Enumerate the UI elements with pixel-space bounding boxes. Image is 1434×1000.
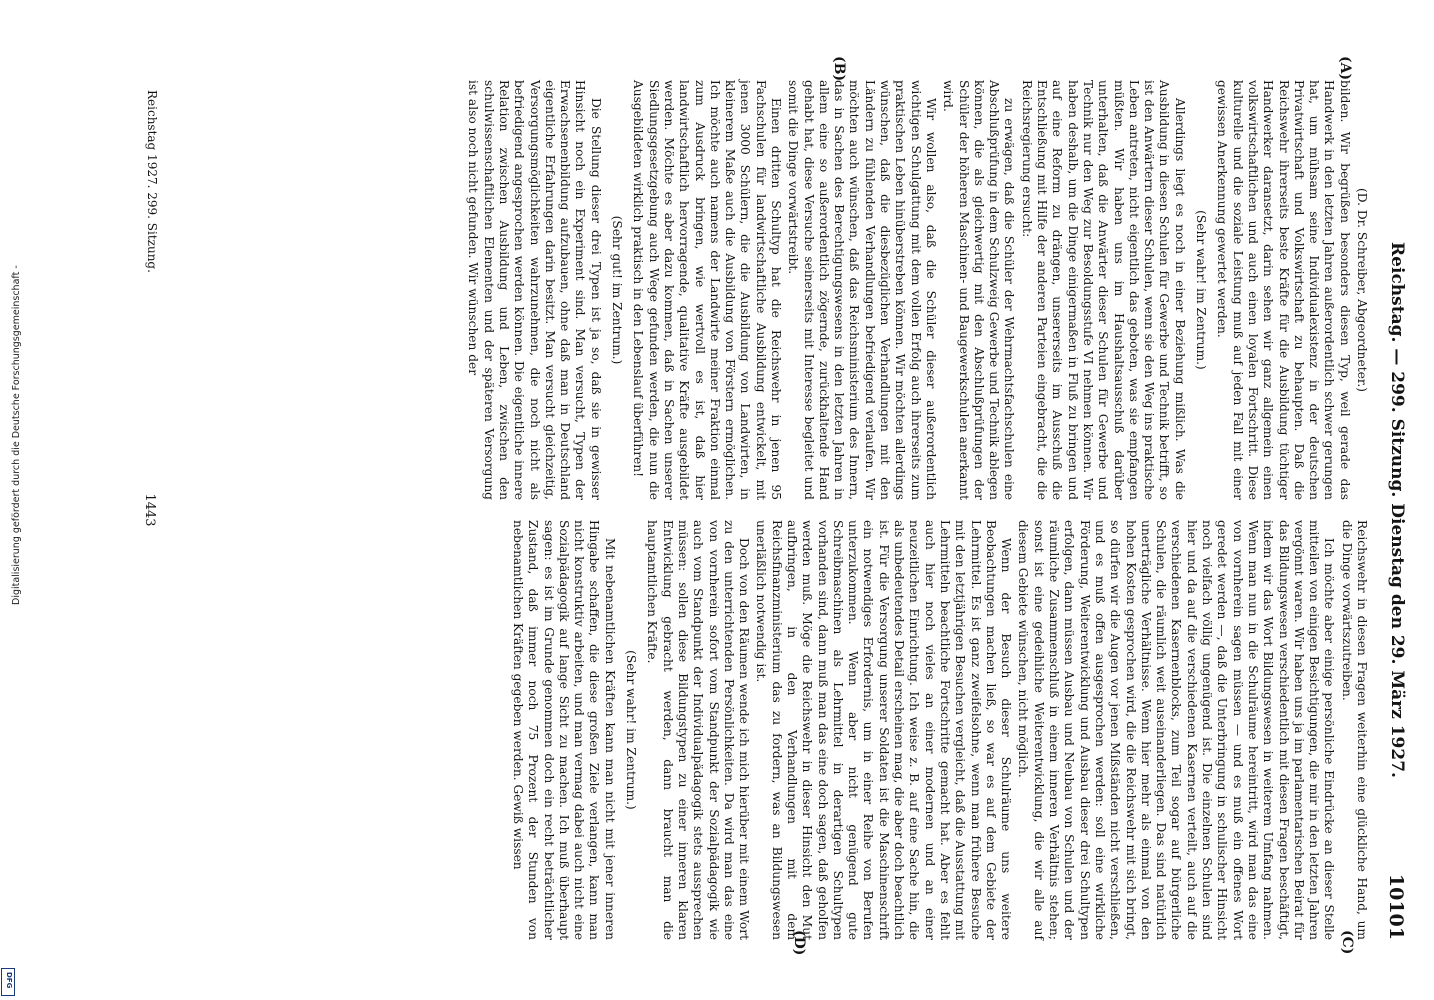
paragraph: Doch von den Räumen wende ich mich hierüber mit einem Wort zu den unterrichtenden Persönlichkeiten. Da wird man das eine von vornherein sofort vom Standpunkt der Sozialpädagogik wie auch vom Standpunkt der Individualpädagogik stets aussprechen müssen: sollen diese Bildungstypen zu einer inneren klaren Entwicklung gebracht werden, dann braucht man die hauptamtlichen Kräfte.: [645, 520, 752, 940]
paragraph: Die Stellung dieser drei Typen ist ja so, daß sie in gewisser Hinsicht noch ein Experiment sind. Man versucht, Typen der Erwachsenenbildung aufzubauen, ohne daß man in Deutschland eigentliche Erfahrungen darin besitzt. Man versucht gleichzeitig, Versorgungsmöglichkeiten wahrzunehmen, die noch nicht als befriedigend angesprochen werden können. Die eigentliche innere Relation zwischen Ausbildung und Leben, zwischen den schulwissenschaftlichen Elementen und der späteren Versorgung ist also noch nicht gefunden. Wir wünschen der: [466, 80, 603, 500]
paragraph: bilden. Wir begrüßen besonders diesen Typ, weil gerade das Handwerk in den letzten Jahren außerordentlich schwer gerungen hat, um mühsam seine Individualexistenz in der deutschen Privatwirtschaft und Volkswirtschaft zu behaupten. Daß die Reichswehr ihrerseits beste Kräfte für die Ausbildung tüchtiger Handwerker daransetzt, darin sehen wir ganz allgemein einen volkswirtschaftlichen und auch einen loyalen Fortschritt. Diese kulturelle und die soziale Leistung muß auf jeden Fall mit einer gewissen Anerkennung gewertet werden.: [1215, 80, 1352, 500]
margin-mark-a: (A): [1337, 56, 1353, 81]
right-column: [508, 520, 1369, 940]
footer-session-note: Reichstag 1927. 299. Sitzung.: [145, 90, 159, 273]
paragraph: Reichswehr in diesen Fragen weiterhin eine glückliche Hand, um die Dinge vorwärtszutreiben.: [1339, 520, 1369, 940]
paragraph: Einen dritten Schultyp hat die Reichswehr in jenen 95 Fachschulen für landwirtschaftliche Ausbildung entwickelt, mit jenen 3000 Schülern, die die Ausbildung von Landwirten, in kleinerem Maße auch die Ausbildung von Förstern ermöglichen. Ich möchte auch namens der Landwirte meiner Fraktion einmal zum Ausdruck bringen, wie wertvoll es ist, daß hier landwirtschaftlich hervorragende, qualitative Kräfte ausgebildet werden. Möchte es aber dazu kommen, daß in Sachen unserer Siedlungsgesetzgebung auch Wege gefunden werden, die nun die Ausgebildeten wirklich praktisch in den Lebenslauf überführen!: [631, 80, 784, 500]
interjection: (Sehr wahr! im Zentrum.): [1194, 210, 1209, 370]
paragraph: Allerdings liegt es noch in einer Beziehung mißlich. Was die Ausbildung in diesen Schulen für Gewerbe und Technik betrifft, so ist den Anwärtern dieser Schulen, wenn sie den Weg ins praktische Leben antreten, nicht eigentlich das geboten, was sie empfangen müßten. Wir haben uns im Haushaltsausschuß darüber unterhalten, daß die Anwärter dieser Schulen für Gewerbe und Technik nur den Weg zur Besoldungsstufe VI nehmen können. Wir haben deshalb, um die Dinge einigermaßen in Fluß zu bringen und auf eine Reform zu drängen, unsererseits im Ausschuß die Entschließung mit Hilfe der anderen Parteien eingebracht, die die Reichsregierung ersucht:: [1019, 80, 1187, 500]
margin-mark-d: (D): [791, 930, 807, 956]
footer-page-number: 1443: [142, 493, 157, 527]
digitization-credit: Digitalisierung gefördert durch die Deutsche Forschungsgemeinschaft -: [11, 265, 22, 605]
margin-mark-b: (B): [831, 56, 847, 82]
paragraph: Mit nebenamtlichen Kräften kann man nicht mit jener inneren Hingabe schaffen, die diese großen Ziele verlangen, kann man nicht konstruktiv arbeiten, und man vermag dabei auch nicht eine Sozialpädagogik auf lange Sicht zu machen. Ich muß überhaupt sagen: es ist im Grunde genommen doch ein recht beträchtlicher Zustand, daß immer noch 75 Prozent der Stunden von nebenamtlichen Kräften gegeben werden. Gewiß wissen: [510, 520, 617, 940]
page-footer: [137, 80, 167, 940]
page-header: [1379, 80, 1409, 940]
interjection: (Sehr wahr! im Zentrum.): [624, 650, 639, 810]
paragraph: Wir wollen also, daß die Schüler dieser außerordentlich wichtigen Schulgattung mit dem vollen Erfolg auch ihrerseits zum praktischen Leben hinüberstreben können. Wir möchten allerdings wünschen, daß die diesbezüglichen Verhandlungen mit den Ländern zu fühlenden Verhandlungen befriedigend verlaufen. Wir möchten auch wünschen, daß das Reichsministerium des Innern, das in Sachen des Berechtigungswesens in den letzten Jahren in allem eine so außerordentlich zögernde, zurückhaltende Hand gehabt hat, diese Versuche seinerseits mit Interesse begleitet und somit die Dinge vorwärtstreibt.: [786, 80, 938, 500]
digitization-credit-strip: [0, 0, 22, 1000]
running-head: Reichstag. — 299. Sitzung. Dienstag den 29. März 1927.: [1387, 242, 1407, 778]
rotated-document-page: [117, 56, 1417, 960]
paragraph: Wenn der Besuch dieser Schulräume uns weitere Beobachtungen machen ließ, so war es auf dem Gebiete der Lehrmittel. Es ist ganz zweifelsohne, wenn man frühere Besuche mit den letztjährigen Besuchen vergleicht, daß die Ausstattung mit Lehrmitteln beachtliche Fortschritte gemacht hat. Aber es fehlt auch hier noch vieles an einer modernen und an einer neuzeitlichen Einrichtung. Ich weise z. B. auf eine Sache hin, die als unbedeutendes Detail erscheinen mag, die aber doch beachtlich ist. Für die Versorgung unserer Soldaten ist die Maschinenschrift ein notwendiges Erfordernis, um in einer Reihe von Berufen unterzukommen. Wenn aber nicht genügend gute Schreibmaschinen als Lehrmittel in derartigen Schultypen vorhanden sind, dann muß man das eine doch sagen, daß geholfen werden muß. Möge die Reichswehr in dieser Hinsicht den Mut aufbringen, in den Verhandlungen mit dem Reichsfinanzministerium das zu fordern, was an Bildungswesen unerläßlich notwendig ist.: [754, 520, 1014, 940]
speaker-line: (D. Dr. Schreiber, Abgeordneter.): [1355, 188, 1369, 392]
margin-mark-c: (C): [1339, 930, 1355, 955]
left-column: [463, 80, 1369, 500]
paragraph: Ich möchte aber einige persönliche Eindrücke an dieser Stelle mitteilen von einigen Besichtigungen, die mir in den letzten Jahren vergönnt waren. Wir haben uns ja im parlamentarischen Beirat für das Bildungswesen verschiedentlich mit diesen Fragen beschäftigt, indem wir das Wort Bildungswesen in weiterem Umfang nahmen. Wenn man nun in die Schulräume hereintritt, wird man das eine von vornherein sagen müssen — und es muß ein offenes Wort geredet werden —, daß die Unterbringung in schulischer Hinsicht noch vielfach völlig ungenügend ist. Die einzelnen Schulen sind hier und da auf die verschiedenen Kasernen verteilt, auch auf die verschiedenen Kasernenblocks, zum Teil sogar auf bürgerliche Schulen, die räumlich weit auseinanderliegen. Das sind natürlich unerträgliche Verhältnisse. Wenn hier mehr als einmal von den hohen Kosten gesprochen wird, die die Reichswehr mit sich bringt, so dürfen wir die Augen vor jenen Mißständen nicht verschließen, und es muß offen ausgesprochen werden: soll eine wirkliche Förderung, Weiterentwicklung und Ausbau dieser drei Schultypen erfolgen, dann müssen Ausbau und Neubau von Schulen und der räumliche Zusammenschluß in einem inneren Verhältnis stehen; sonst ist eine gedeihliche Weiterentwicklung, die wir alle auf diesem Gebiete wünschen, nicht möglich.: [1016, 520, 1337, 940]
dfg-logo: [1, 968, 15, 996]
quoted-resolution: zu erwägen, daß die Schüler der Wehrmachtsfachschulen eine Abschlußprüfung in dem Schulzweig Gewerbe und Technik ablegen können, die als gleichwertig mit den Abschlußprüfungen der Schüler der höheren Maschinen- und Baugewerkschulen anerkannt wird.: [941, 80, 1017, 500]
page-number: 10101: [1385, 873, 1407, 940]
interjection: (Sehr gut! im Zentrum.): [610, 215, 625, 365]
dfg-logo-text: DFG: [5, 972, 13, 989]
